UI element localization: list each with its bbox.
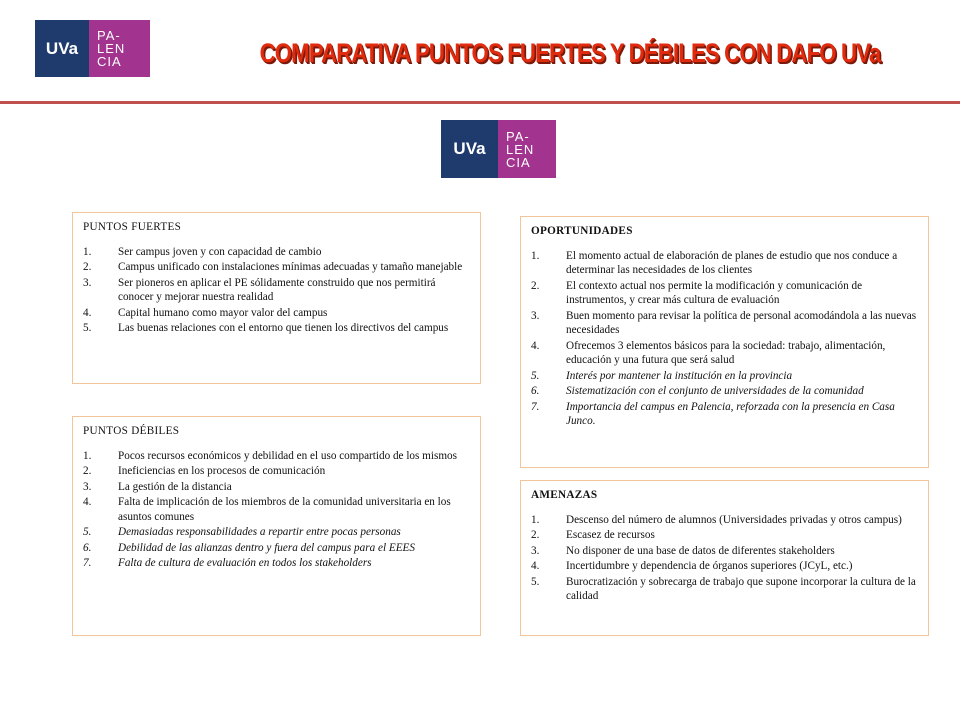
item-number: 3.	[531, 544, 540, 557]
list-item	[83, 306, 471, 321]
palencia-line-2: LEN	[97, 41, 126, 56]
palencia-line-1: PA-	[97, 28, 121, 43]
item-text: Capital humano como mayor valor del campus	[118, 306, 328, 319]
item-number: 5.	[531, 369, 540, 382]
list-item	[83, 260, 471, 275]
uva-logo-mark: UVa	[441, 120, 498, 178]
item-text: El momento actual de elaboración de planes de estudio que nos conduce a determinar las necesidades de los clientes	[566, 249, 898, 276]
item-text: Burocratización y sobrecarga de trabajo que supone incorporar la cultura de la calidad	[566, 575, 916, 602]
palencia-line-2: LEN	[506, 141, 535, 157]
list-item	[531, 544, 919, 559]
item-number: 4.	[531, 339, 540, 352]
item-text: Campus unificado con instalaciones mínimas adecuadas y tamaño manejable	[118, 261, 463, 273]
item-number: 3.	[83, 480, 92, 493]
list-item	[83, 245, 471, 260]
list-item	[531, 513, 919, 528]
item-text: La gestión de la distancia	[118, 480, 232, 493]
item-text: Escasez de recursos	[566, 529, 655, 541]
item-number: 4.	[83, 496, 92, 508]
list-item	[531, 249, 919, 278]
list-item	[531, 279, 919, 308]
palencia-line-3: CIA	[506, 154, 531, 170]
amenazas-box	[520, 480, 929, 636]
puntos-debiles-list	[83, 449, 471, 571]
item-number: 3.	[83, 276, 92, 289]
item-text: Ofrecemos 3 elementos básicos para la sociedad: trabajo, alimentación, educación y una futura que será salud	[566, 339, 886, 366]
puntos-fuertes-list	[83, 245, 471, 336]
puntos-fuertes-heading: PUNTOS FUERTES	[83, 221, 182, 233]
uva-palencia-logo	[35, 20, 150, 77]
item-number: 1.	[83, 449, 92, 462]
item-text: Falta de cultura de evaluación en todos los stakeholders	[118, 557, 372, 569]
item-text: Demasiadas responsabilidades a repartir entre pocas personas	[118, 526, 401, 538]
palencia-line-3: CIA	[97, 54, 122, 69]
item-number: 5.	[531, 575, 540, 588]
list-item	[531, 309, 919, 338]
header-divider	[0, 101, 960, 104]
palencia-logo-mark	[89, 20, 150, 77]
oportunidades-heading: OPORTUNIDADES	[531, 225, 633, 237]
item-text: Las buenas relaciones con el entorno que tienen los directivos del campus	[118, 322, 449, 334]
list-item	[531, 400, 919, 429]
item-text: Sistematización con el conjunto de universidades de la comunidad	[566, 385, 864, 397]
oportunidades-box	[520, 216, 929, 468]
item-text: El contexto actual nos permite la modificación y comunicación de instrumentos, y crear más cultura de evaluación	[566, 279, 863, 306]
item-number: 6.	[531, 385, 540, 397]
item-number: 2.	[83, 465, 92, 477]
item-text: Ser pioneros en aplicar el PE sólidamente construido que nos permitirá conocer y mejorar nuestra realidad	[118, 276, 436, 303]
puntos-debiles-box	[72, 416, 481, 636]
item-number: 3.	[531, 309, 540, 322]
list-item	[83, 449, 471, 464]
item-text: Incertidumbre y dependencia de órganos superiores (JCyL, etc.)	[566, 560, 853, 572]
item-number: 5.	[83, 322, 92, 334]
item-number: 4.	[531, 560, 540, 572]
page-title: COMPARATIVA PUNTOS FUERTES Y DÉBILES CON DAFO UVa	[259, 38, 881, 68]
list-item	[531, 528, 919, 543]
item-number: 2.	[83, 261, 92, 273]
item-text: Importancia del campus en Palencia, reforzada con la presencia en Casa Junco.	[566, 400, 895, 427]
item-text: Pocos recursos económicos y debilidad en el uso compartido de los mismos	[118, 449, 457, 462]
puntos-fuertes-box	[72, 212, 481, 384]
item-text: Ser campus joven y con capacidad de cambio	[118, 245, 322, 258]
item-number: 1.	[531, 513, 540, 526]
item-text: Ineficiencias en los procesos de comunicación	[118, 465, 326, 477]
list-item	[531, 559, 919, 574]
list-item	[531, 384, 919, 399]
palencia-logo-mark	[498, 120, 556, 178]
item-text: Debilidad de las alianzas dentro y fuera del campus para el EEES	[118, 541, 415, 554]
item-number: 7.	[531, 400, 540, 413]
item-text: Buen momento para revisar la política de personal acomodándola a las nuevas necesidades	[566, 309, 917, 336]
item-text: No disponer de una base de datos de diferentes stakeholders	[566, 544, 835, 557]
uva-logo-mark: UVa	[35, 20, 89, 77]
item-text: Descenso del número de alumnos (Universidades privadas y otros campus)	[566, 513, 902, 526]
item-number: 1.	[531, 249, 540, 262]
item-text: Interés por mantener la institución en la provincia	[566, 369, 793, 382]
item-number: 2.	[531, 529, 540, 541]
amenazas-list	[531, 513, 919, 604]
item-text: Falta de implicación de los miembros de la comunidad universitaria en los asuntos comunes	[118, 496, 451, 523]
list-item	[83, 556, 471, 571]
item-number: 2.	[531, 279, 540, 292]
uva-palencia-logo-center	[441, 120, 556, 178]
list-item	[83, 541, 471, 556]
list-item	[83, 276, 471, 305]
item-number: 1.	[83, 245, 92, 258]
oportunidades-list	[531, 249, 919, 429]
list-item	[83, 495, 471, 524]
puntos-debiles-heading: PUNTOS DÉBILES	[83, 425, 180, 437]
list-item	[531, 339, 919, 368]
list-item	[531, 575, 919, 604]
list-item	[83, 464, 471, 479]
list-item	[83, 525, 471, 540]
list-item	[83, 480, 471, 495]
item-number: 4.	[83, 306, 92, 319]
list-item	[531, 369, 919, 384]
item-number: 7.	[83, 557, 92, 569]
amenazas-heading: AMENAZAS	[531, 489, 598, 501]
palencia-line-1: PA-	[506, 128, 530, 144]
item-number: 6.	[83, 541, 92, 554]
list-item	[83, 321, 471, 336]
item-number: 5.	[83, 526, 92, 538]
